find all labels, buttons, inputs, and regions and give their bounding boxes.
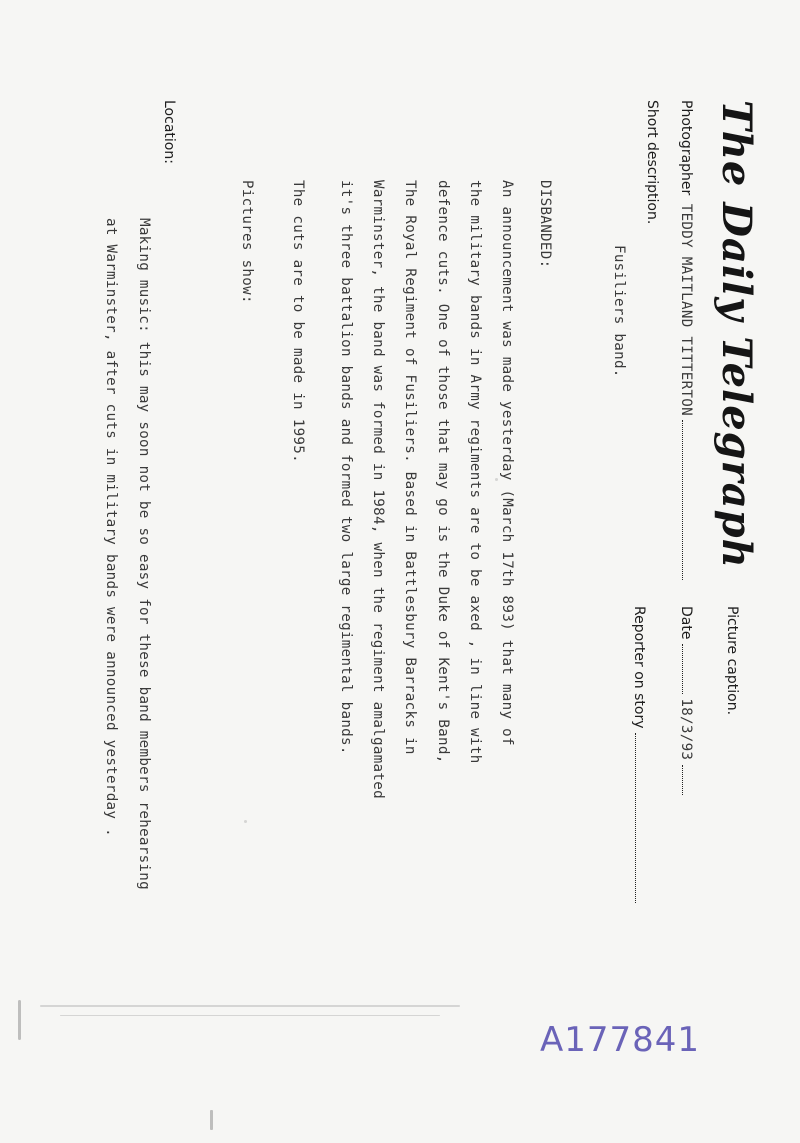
archive-number: A177841 bbox=[540, 1020, 701, 1060]
date-row bbox=[678, 606, 697, 795]
picture-line-1: Making music: this may soon not be so easy for these band members rehearsing bbox=[136, 218, 152, 890]
photographer-dotted-line bbox=[682, 420, 697, 580]
reporter-dotted-line bbox=[635, 733, 650, 903]
date-label: Date bbox=[678, 606, 694, 640]
caption-line-6: it's three battalion bands and formed two large regimental bands. bbox=[338, 180, 354, 755]
caption-heading: DISBANDED: bbox=[537, 180, 553, 269]
picture-caption-label: Picture caption. bbox=[724, 606, 740, 716]
reporter-row bbox=[631, 606, 650, 903]
pictures-show-label: Pictures show: bbox=[239, 180, 255, 304]
date-dotted-line-left bbox=[682, 644, 697, 694]
caption-line-5: Warminster, the band was formed in 1984, when the regiment amalgamated bbox=[370, 180, 386, 799]
photographer-label: Photographer bbox=[678, 100, 694, 196]
caption-line-4: The Royal Regiment of Fusiliers. Based in Battlesbury Barracks in bbox=[402, 180, 418, 755]
photographer-value: TEDDY MAITLAND TITTERTON bbox=[678, 203, 694, 416]
date-dotted-line-right bbox=[682, 765, 697, 795]
short-description-label: Short description. bbox=[644, 100, 660, 225]
photographer-row bbox=[678, 100, 697, 580]
date-value: 18/3/93 bbox=[678, 698, 694, 761]
location-label: Location: bbox=[161, 100, 177, 164]
masthead: The Daily Telegraph bbox=[713, 100, 760, 569]
caption-line-2: the military bands in Army regiments are to be axed , in line with bbox=[467, 180, 483, 764]
short-description-value: Fusiliers band. bbox=[611, 245, 627, 378]
caption-line-3: defence cuts. One of those that may go is the Duke of Kent's Band, bbox=[435, 180, 451, 764]
caption-line-1: An announcement was made yesterday (March 17th 893) that many of bbox=[499, 180, 515, 746]
reporter-label: Reporter on story bbox=[631, 606, 647, 729]
picture-line-2: at Warminster, after cuts in military bands were announced yesterday . bbox=[103, 218, 119, 837]
caption-line-7: The cuts are to be made in 1995. bbox=[290, 180, 306, 463]
